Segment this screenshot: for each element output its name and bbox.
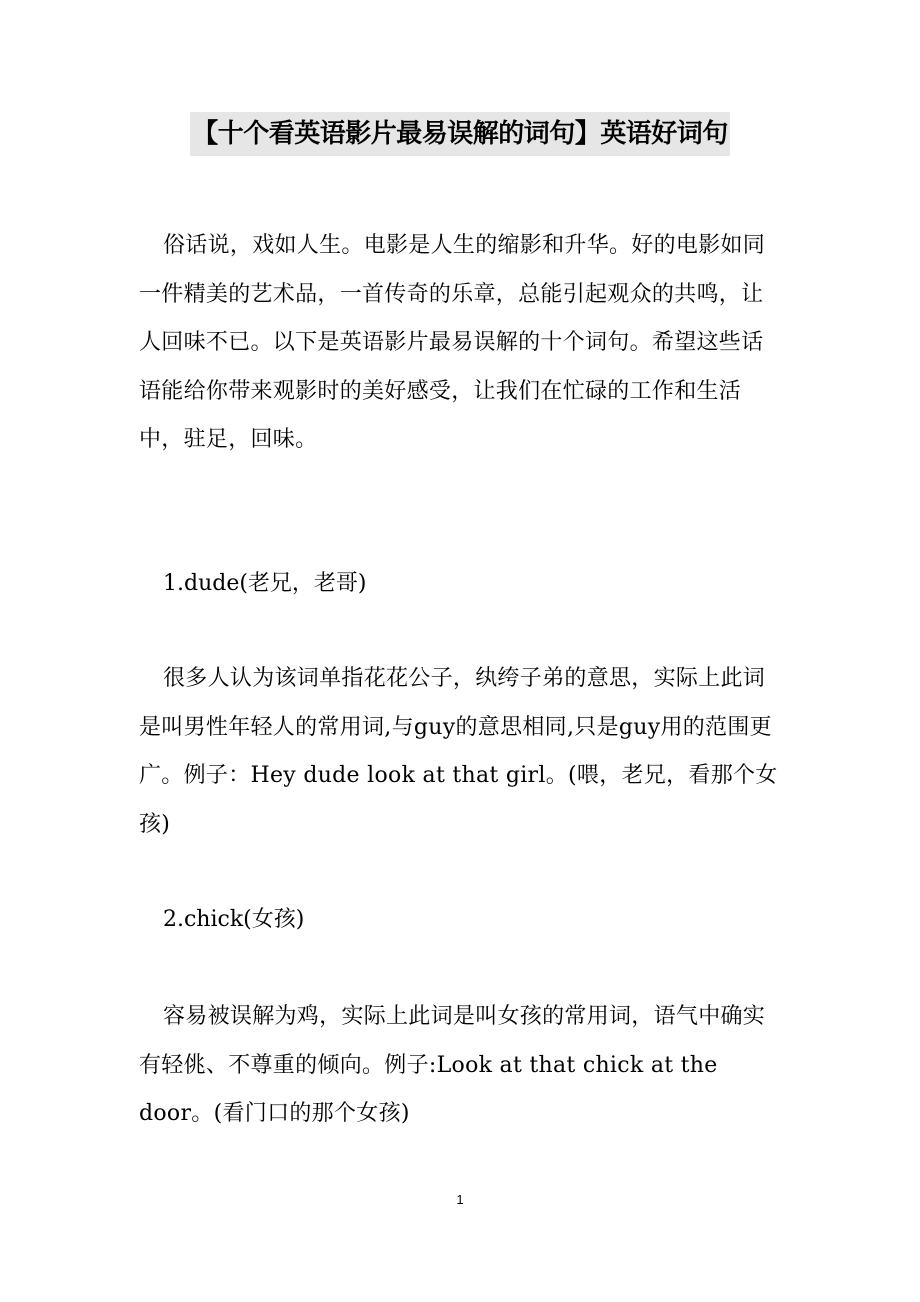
section-body-chick: 容易被误解为鸡，实际上此词是叫女孩的常用词，语气中确实有轻佻、不尊重的倾向。例子:Look at that chick at the door。(看门口的那个女孩) bbox=[139, 1004, 766, 1126]
page-number: 1 bbox=[456, 1192, 464, 1207]
document-title: 【十个看英语影片最易误解的词句】英语好词句 bbox=[190, 112, 730, 156]
intro-paragraph: 俗话说，戏如人生。电影是人生的缩影和升华。好的电影如同一件精美的艺术品，一首传奇的乐章，总能引起观众的共鸣，让人回味不已。以下是英语影片最易误解的十个词句。希望这些话语能给你带来观影时的美好感受，让我们在忙碌的工作和生活中，驻足，回味。 bbox=[139, 233, 766, 452]
title-container bbox=[0, 112, 920, 156]
section-heading-dude: 1.dude(老兄，老哥) bbox=[163, 571, 367, 596]
section-body-dude: 很多人认为该词单指花花公子，纨绔子弟的意思，实际上此词是叫男性年轻人的常用词,与guy的意思相同,只是guy用的范围更广。例子：Hey dude look at that girl。(喂，老兄，看那个女孩) bbox=[139, 666, 778, 837]
section-heading-chick: 2.chick(女孩) bbox=[163, 907, 305, 932]
